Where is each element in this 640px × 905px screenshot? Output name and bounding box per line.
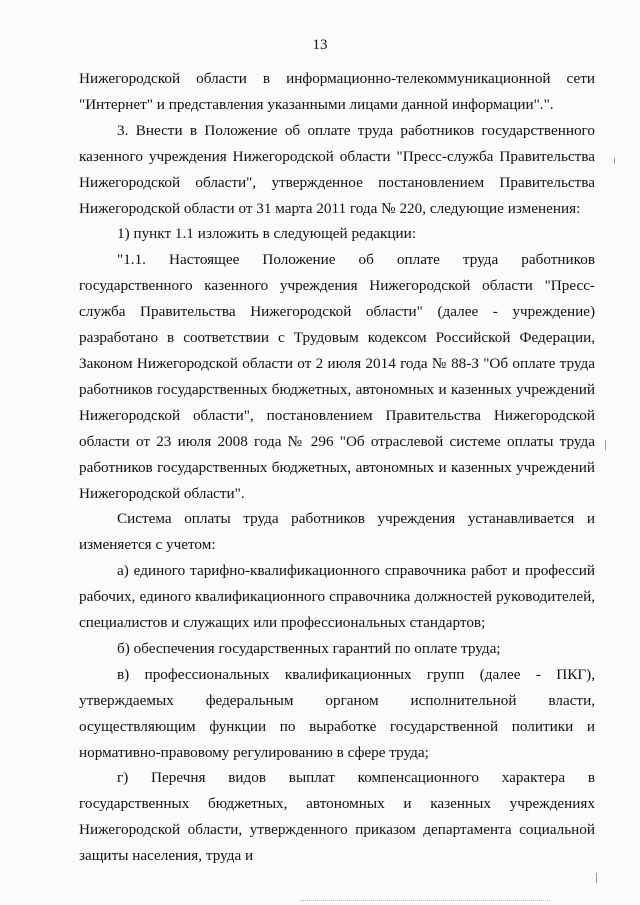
scan-artifact — [596, 873, 597, 883]
page-number: 13 — [312, 37, 328, 53]
paragraph-item-3: 3. Внести в Положение об оплате труда работников государственного казенного учреждения Нижегородской области "Пресс-служба Правительства Нижегородской области", утвержденное постановлением Правительства Нижегородской области от 31 марта 2011 года № 220, следующие изменения: — [79, 121, 595, 217]
paragraph-list-a: а) единого тарифно-квалификационного справочника работ и профессий рабочих, единого квалификационного справочника должностей руководителей, специалистов и служащих или профессиональных стандартов; — [79, 562, 595, 632]
paragraph-list-b: б) обеспечения государственных гарантий по оплате труда; — [117, 639, 501, 657]
page-bottom-edge — [300, 900, 550, 903]
scan-artifact — [605, 440, 606, 450]
paragraph-subitem-1: 1) пункт 1.1 изложить в следующей редакции: — [117, 225, 417, 243]
paragraph-pay-system: Система оплаты труда работников учреждения устанавливается и изменяется с учетом: — [79, 510, 595, 554]
paragraph-list-g: г) Перечня видов выплат компенсационного характера в государственных бюджетных, автономных и казенных учреждениях Нижегородской области, утвержденного приказом департамента социальной защиты населения, труда и — [79, 769, 595, 865]
scan-artifact — [614, 158, 615, 164]
paragraph-list-v: в) профессиональных квалификационных групп (далее - ПКГ), утверждаемых федеральным органом исполнительной власти, осуществляющим функции по выработке государственной политики и нормативно-правовому регулированию в сфере труда; — [79, 665, 595, 761]
document-body — [79, 66, 595, 869]
paragraph-clause-1-1: "1.1. Настоящее Положение об оплате труда работников государственного казенного учреждения Нижегородской области "Пресс-служба Правительства Нижегородской области" (далее - учреждение) разработано в соответствии с Трудовым кодексом Российской Федерации, Законом Нижегородской области от 2 июля 2014 года № 88-З "Об оплате труда работников государственных бюджетных, автономных и казенных учреждений Нижегородской области", постановлением Правительства Нижегородской области от 23 июля 2008 года № 296 "Об отраслевой системе оплаты труда работников государственных бюджетных, автономных и казенных учреждений Нижегородской области". — [79, 251, 595, 502]
paragraph-continuation: Нижегородской области в информационно-телекоммуникационной сети "Интернет" и представления указанными лицами данной информации".". — [79, 70, 595, 113]
